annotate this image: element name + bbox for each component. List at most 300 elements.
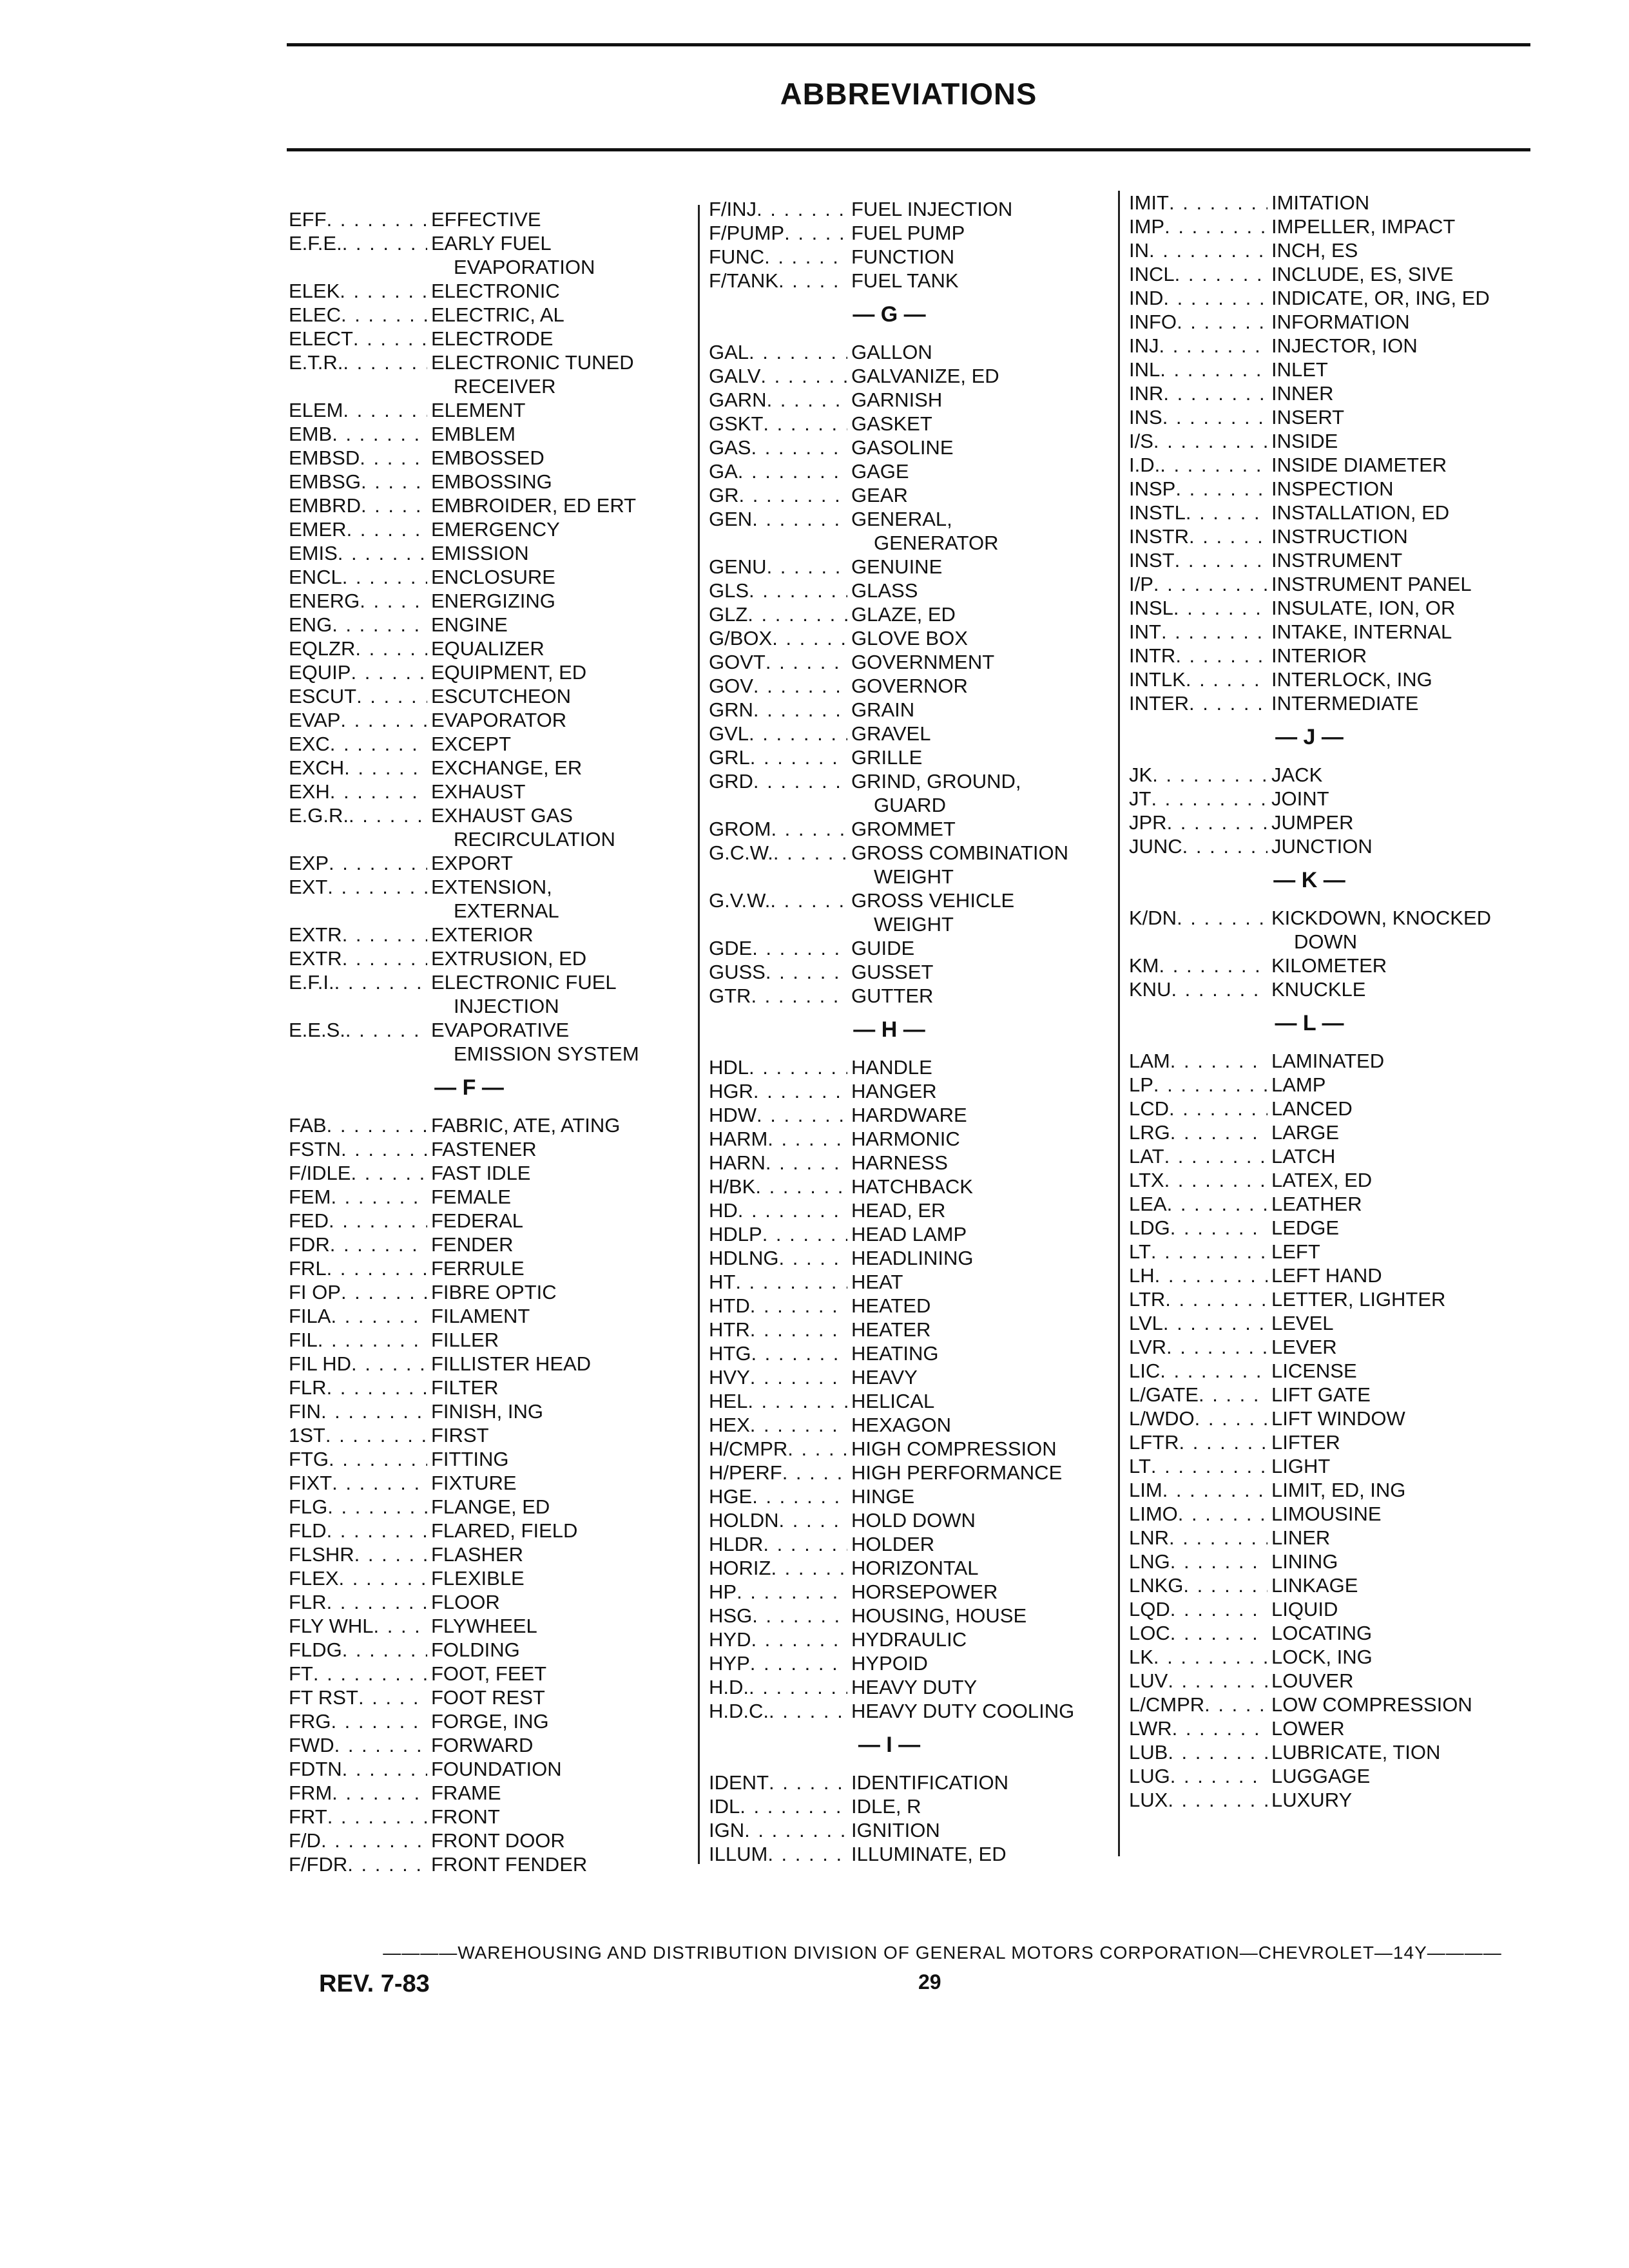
abbreviation-code: HORIZ <box>709 1557 771 1579</box>
abbreviation-entry <box>289 875 662 899</box>
abbreviation-entry <box>289 1256 662 1280</box>
abbreviation-entry <box>289 1590 662 1614</box>
abbreviation-code: I.D. <box>1129 454 1161 476</box>
abbreviation-entry <box>709 1651 1083 1675</box>
abbreviation-definition: KNUCKLE <box>1271 978 1366 1001</box>
dot-leader <box>735 1270 847 1294</box>
dot-leader <box>750 1651 847 1675</box>
dot-leader <box>764 245 847 269</box>
abbreviation-cell <box>709 722 847 745</box>
abbreviation-entry <box>709 1675 1083 1699</box>
dot-leader <box>1168 1669 1268 1693</box>
abbreviation-code: INL <box>1129 358 1161 381</box>
abbreviation-entry <box>289 1447 662 1471</box>
abbreviation-cell <box>1129 1478 1268 1502</box>
abbreviation-entry <box>289 1757 662 1781</box>
abbreviation-cell <box>289 1519 427 1542</box>
abbreviation-code: G.C.W. <box>709 841 773 864</box>
abbreviation-definition: IDLE, R <box>851 1795 921 1818</box>
dot-leader <box>332 613 427 637</box>
abbreviation-cell <box>709 745 847 769</box>
abbreviation-definition: GEAR <box>851 484 908 506</box>
abbreviation-cell <box>709 1556 847 1580</box>
dot-leader <box>750 1318 847 1341</box>
abbreviation-code: LTR <box>1129 1288 1166 1311</box>
abbreviation-definition: INSPECTION <box>1271 477 1394 500</box>
abbreviation-entry <box>709 674 1083 698</box>
abbreviation-code: LVR <box>1129 1336 1167 1358</box>
abbreviation-definition: LINER <box>1271 1526 1331 1549</box>
abbreviation-code: IGN <box>709 1819 745 1841</box>
dot-leader <box>351 660 427 684</box>
abbreviation-entry <box>289 494 662 517</box>
abbreviation-code: LQD <box>1129 1598 1170 1620</box>
abbreviation-code: HGE <box>709 1485 753 1508</box>
abbreviation-code: LAM <box>1129 1050 1170 1072</box>
abbreviation-code: GAS <box>709 436 751 459</box>
abbreviation-definition: INJECTOR, ION <box>1271 334 1418 357</box>
abbreviation-definition: JACK <box>1271 764 1323 786</box>
abbreviation-cell <box>289 875 427 899</box>
abbreviation-definition: LIFT WINDOW <box>1271 1407 1405 1430</box>
abbreviation-cell <box>709 1055 847 1079</box>
abbreviation-cell <box>289 541 427 565</box>
abbreviation-entry <box>289 1852 662 1876</box>
abbreviation-entry <box>709 459 1083 483</box>
section-heading: — H — <box>853 1017 925 1042</box>
dot-leader <box>770 889 847 912</box>
dot-leader <box>331 1185 427 1209</box>
abbreviation-definition: HEXAGON <box>851 1414 952 1436</box>
abbreviation-definition: FOLDING <box>431 1639 520 1661</box>
abbreviation-entry <box>709 817 1083 841</box>
abbreviation-code: FED <box>289 1209 329 1232</box>
abbreviation-definition: INSULATE, ION, OR <box>1271 597 1456 619</box>
abbreviation-definition: LEVEL <box>1271 1312 1334 1334</box>
abbreviation-cell <box>709 1151 847 1175</box>
abbreviation-entry <box>289 1399 662 1423</box>
abbreviation-entry <box>709 388 1083 412</box>
abbreviation-code: LAT <box>1129 1145 1164 1168</box>
abbreviation-entry <box>289 398 662 422</box>
dot-leader <box>1170 1120 1268 1144</box>
dot-leader <box>1183 1573 1268 1597</box>
abbreviation-code: HSG <box>709 1604 753 1627</box>
abbreviation-definition: EMBROIDER, ED ERT <box>431 494 637 517</box>
dot-leader <box>1159 334 1268 358</box>
abbreviation-definition: LIFTER <box>1271 1431 1340 1454</box>
abbreviation-definition: GOVERNOR <box>851 675 968 697</box>
abbreviation-cell <box>1129 572 1268 596</box>
abbreviation-entry <box>289 303 662 327</box>
abbreviation-cell <box>1129 429 1268 453</box>
abbreviation-entry <box>1129 1478 1503 1502</box>
dot-leader <box>763 412 847 436</box>
abbreviation-cell <box>1129 1740 1268 1764</box>
abbreviation-code: INJ <box>1129 334 1159 357</box>
dot-leader <box>1164 215 1268 238</box>
abbreviation-entry <box>289 803 662 827</box>
abbreviation-entry <box>709 1103 1083 1127</box>
abbreviation-cell <box>709 698 847 722</box>
abbreviation-entry <box>289 1233 662 1256</box>
abbreviation-entry <box>289 1328 662 1352</box>
abbreviation-entry <box>709 1461 1083 1485</box>
dot-leader <box>327 207 427 231</box>
abbreviation-code: FEM <box>289 1186 331 1208</box>
abbreviation-code: INSP <box>1129 477 1176 500</box>
abbreviation-entry <box>1129 453 1503 477</box>
abbreviation-code: ESCUT <box>289 685 357 707</box>
abbreviation-entry <box>1129 1287 1503 1311</box>
abbreviation-definition: INTERIOR <box>1271 644 1367 667</box>
abbreviation-entry <box>1129 763 1503 787</box>
abbreviation-code: HDW <box>709 1104 757 1126</box>
abbreviation-definition: FABRIC, ATE, ATING <box>431 1114 621 1137</box>
dot-leader <box>1153 572 1268 596</box>
abbreviation-code: EXTR <box>289 947 342 970</box>
abbreviation-entry <box>1129 1454 1503 1478</box>
abbreviation-definition: EXHAUST <box>431 780 526 803</box>
abbreviation-definition: HEATER <box>851 1318 931 1341</box>
abbreviation-cell <box>1129 191 1268 215</box>
dot-leader <box>753 769 847 793</box>
abbreviation-code: ELEK <box>289 280 340 302</box>
abbreviation-definition: IGNITION <box>851 1819 940 1841</box>
abbreviation-definition: FAST IDLE <box>431 1162 531 1184</box>
abbreviation-definition: GLAZE, ED <box>851 603 956 626</box>
abbreviation-entry <box>1129 501 1503 524</box>
abbreviation-code: LDG <box>1129 1216 1170 1239</box>
abbreviation-code: HDLP <box>709 1223 762 1245</box>
dot-leader <box>787 1437 847 1461</box>
abbreviation-definition: EXTERIOR <box>431 923 534 946</box>
abbreviation-code: HARN <box>709 1151 766 1174</box>
abbreviation-cell <box>1129 1526 1268 1550</box>
abbreviation-cell <box>1129 405 1268 429</box>
dot-leader <box>1153 429 1268 453</box>
abbreviation-code: HDLNG <box>709 1247 779 1269</box>
abbreviation-definition: INTERMEDIATE <box>1271 692 1419 715</box>
abbreviation-code: LUV <box>1129 1669 1168 1692</box>
dot-leader <box>342 1757 427 1781</box>
abbreviation-code: GR <box>709 484 739 506</box>
abbreviation-code: LRG <box>1129 1121 1170 1144</box>
abbreviation-cell <box>1129 1550 1268 1573</box>
abbreviation-cell <box>1129 501 1268 524</box>
abbreviation-definition: FEDERAL <box>431 1209 523 1232</box>
abbreviation-code: HGR <box>709 1080 753 1102</box>
abbreviation-definition: LOCATING <box>1271 1622 1373 1644</box>
abbreviation-definition: EXCHANGE, ER <box>431 756 583 779</box>
abbreviation-code: HVY <box>709 1366 750 1389</box>
dot-leader <box>344 756 427 780</box>
abbreviation-definition: FILTER <box>431 1376 499 1399</box>
abbreviation-definition: FRONT DOOR <box>431 1829 565 1852</box>
abbreviation-cell <box>1129 620 1268 644</box>
abbreviation-entry <box>709 1389 1083 1413</box>
definition-continuation: GUARD <box>874 794 946 816</box>
abbreviation-code: FIXT <box>289 1472 333 1494</box>
abbreviation-entry <box>1129 787 1503 811</box>
abbreviation-entry <box>1129 644 1503 668</box>
abbreviation-definition: HEAD, ER <box>851 1199 946 1222</box>
abbreviation-entry <box>709 436 1083 459</box>
abbreviation-entry <box>1129 954 1503 977</box>
abbreviation-code: FLY WHL <box>289 1615 374 1637</box>
abbreviation-definition: LIMIT, ED, ING <box>1271 1479 1406 1501</box>
dot-leader <box>334 1733 427 1757</box>
abbreviation-cell <box>709 1079 847 1103</box>
abbreviation-code: F/IDLE <box>289 1162 351 1184</box>
abbreviation-code: HTD <box>709 1294 750 1317</box>
dot-leader <box>329 851 427 875</box>
abbreviation-definition: EMBOSSED <box>431 447 545 469</box>
abbreviation-code: F/D <box>289 1829 321 1852</box>
abbreviation-code: LWR <box>1129 1717 1172 1740</box>
abbreviation-cell <box>1129 811 1268 834</box>
abbreviation-code: IND <box>1129 287 1164 309</box>
abbreviation-entry <box>289 1781 662 1805</box>
dot-leader <box>1175 477 1268 501</box>
abbreviation-code: F/INJ <box>709 198 757 220</box>
abbreviation-definition: JOINT <box>1271 787 1329 810</box>
abbreviation-cell <box>289 1757 427 1781</box>
abbreviation-definition: INSTRUMENT <box>1271 549 1403 572</box>
abbreviation-code: 1ST <box>289 1424 325 1446</box>
abbreviation-code: EMER <box>289 518 347 541</box>
dot-leader <box>345 1018 427 1042</box>
abbreviation-cell <box>289 1376 427 1399</box>
dot-leader <box>767 1842 847 1866</box>
abbreviation-entry <box>1129 238 1503 262</box>
abbreviation-code: LT <box>1129 1240 1151 1263</box>
abbreviation-entry <box>289 1614 662 1638</box>
abbreviation-cell <box>709 483 847 507</box>
abbreviation-definition: LOW COMPRESSION <box>1271 1693 1472 1716</box>
abbreviation-cell <box>709 1437 847 1461</box>
abbreviation-cell <box>709 507 847 531</box>
dot-leader <box>343 398 427 422</box>
dot-leader <box>327 1376 427 1399</box>
abbreviation-definition: ELECTRONIC FUEL <box>431 971 617 994</box>
abbreviation-cell <box>1129 1073 1268 1097</box>
abbreviation-code: ELEC <box>289 303 341 326</box>
dot-leader <box>327 1590 427 1614</box>
dot-leader <box>1168 1788 1268 1812</box>
abbreviation-cell <box>709 769 847 793</box>
abbreviation-code: HTG <box>709 1342 751 1365</box>
dot-leader <box>751 436 847 459</box>
abbreviation-definition: LETTER, LIGHTER <box>1271 1288 1446 1311</box>
abbreviation-code: INFO <box>1129 311 1177 333</box>
dot-leader <box>749 722 847 745</box>
abbreviation-code: INR <box>1129 382 1164 405</box>
abbreviation-definition: FIBRE OPTIC <box>431 1281 557 1303</box>
dot-leader <box>1175 262 1268 286</box>
abbreviation-cell <box>1129 1049 1268 1073</box>
abbreviation-cell <box>1129 1645 1268 1669</box>
dot-leader <box>338 541 427 565</box>
abbreviation-cell <box>289 637 427 660</box>
abbreviation-entry <box>289 1686 662 1709</box>
abbreviation-cell <box>289 1352 427 1376</box>
abbreviation-definition: EXCEPT <box>431 733 512 755</box>
dot-leader <box>1170 1216 1268 1240</box>
dot-leader <box>327 1495 427 1519</box>
abbreviation-cell <box>289 732 427 756</box>
abbreviation-cell <box>1129 763 1268 787</box>
abbreviation-entry <box>289 1161 662 1185</box>
abbreviation-definition: INSIDE DIAMETER <box>1271 454 1447 476</box>
abbreviation-code: HP <box>709 1581 737 1603</box>
abbreviation-code: HTR <box>709 1318 750 1341</box>
abbreviation-entry <box>1129 1192 1503 1216</box>
abbreviation-entry <box>709 745 1083 769</box>
abbreviation-cell <box>709 1485 847 1508</box>
abbreviation-cell <box>1129 310 1268 334</box>
dot-leader <box>356 684 427 708</box>
abbreviation-entry <box>1129 1383 1503 1407</box>
definition-continuation: RECEIVER <box>454 375 556 398</box>
dot-leader <box>321 1829 427 1852</box>
abbreviation-entry <box>1129 1550 1503 1573</box>
abbreviation-definition: HANGER <box>851 1080 937 1102</box>
dot-leader <box>738 459 847 483</box>
abbreviation-entry <box>1129 1335 1503 1359</box>
abbreviation-cell <box>709 364 847 388</box>
abbreviation-entry <box>1129 620 1503 644</box>
abbreviation-cell <box>709 388 847 412</box>
abbreviation-cell <box>1129 1669 1268 1693</box>
abbreviation-cell <box>289 398 427 422</box>
abbreviation-entry <box>1129 310 1503 334</box>
abbreviation-cell <box>709 889 847 912</box>
abbreviation-definition: HIGH COMPRESSION <box>851 1437 1057 1460</box>
abbreviation-definition: HORSEPOWER <box>851 1581 998 1603</box>
abbreviation-entry <box>289 923 662 947</box>
dot-leader <box>751 1341 847 1365</box>
abbreviation-code: EXT <box>289 876 328 898</box>
abbreviation-code: FRT <box>289 1805 327 1828</box>
abbreviation-code: GVL <box>709 722 749 745</box>
abbreviation-code: G.V.W. <box>709 889 771 912</box>
abbreviation-cell <box>289 565 427 589</box>
abbreviation-code: FAB <box>289 1114 327 1137</box>
abbreviation-entry <box>1129 381 1503 405</box>
dot-leader <box>769 1699 847 1723</box>
abbreviation-definition: LAMINATED <box>1271 1050 1385 1072</box>
dot-leader <box>332 1781 427 1805</box>
abbreviation-entry <box>289 470 662 494</box>
abbreviation-entry <box>289 708 662 732</box>
dot-leader <box>354 1542 427 1566</box>
dot-leader <box>1167 811 1268 834</box>
abbreviation-code: EMBSD <box>289 447 360 469</box>
dot-leader <box>744 1818 847 1842</box>
abbreviation-code: GARN <box>709 389 767 411</box>
dot-leader <box>769 1771 847 1794</box>
abbreviation-definition: HEATING <box>851 1342 939 1365</box>
abbreviation-entry <box>709 722 1083 745</box>
dot-leader <box>1170 1621 1268 1645</box>
abbreviation-entry <box>709 1604 1083 1628</box>
abbreviation-cell <box>709 1246 847 1270</box>
dot-leader <box>327 875 427 899</box>
abbreviation-definition: INNER <box>1271 382 1334 405</box>
dot-leader <box>1164 1144 1268 1168</box>
abbreviation-entry <box>709 626 1083 650</box>
abbreviation-cell <box>709 674 847 698</box>
abbreviation-code: HYP <box>709 1652 750 1675</box>
abbreviation-cell <box>709 221 847 245</box>
abbreviation-entry <box>1129 572 1503 596</box>
dot-leader <box>327 1805 427 1829</box>
dot-leader <box>360 446 427 470</box>
section-heading: — L — <box>1275 1011 1344 1035</box>
abbreviation-code: LK <box>1129 1646 1153 1668</box>
abbreviation-definition: FRONT FENDER <box>431 1853 588 1876</box>
dot-leader <box>750 745 847 769</box>
abbreviation-definition: GOVERNMENT <box>851 651 995 673</box>
abbreviation-cell <box>709 1508 847 1532</box>
abbreviation-cell <box>289 756 427 780</box>
dot-leader <box>751 1628 847 1651</box>
abbreviation-definition: LOWER <box>1271 1717 1345 1740</box>
abbreviation-cell <box>289 947 427 970</box>
dot-leader <box>749 1055 847 1079</box>
abbreviation-entry <box>289 970 662 994</box>
abbreviation-cell <box>289 1829 427 1852</box>
abbreviation-definition: FASTENER <box>431 1138 537 1160</box>
abbreviation-cell <box>289 803 427 827</box>
abbreviation-code: FSTN <box>289 1138 341 1160</box>
definition-continuation: GENERATOR <box>874 532 999 554</box>
abbreviation-code: IDENT <box>709 1771 769 1794</box>
abbreviation-cell <box>289 1280 427 1304</box>
abbreviation-cell <box>709 960 847 984</box>
abbreviation-entry <box>289 684 662 708</box>
abbreviation-definition: HEAVY <box>851 1366 918 1389</box>
abbreviation-entry <box>289 231 662 255</box>
abbreviation-entry <box>709 1318 1083 1341</box>
abbreviation-definition: FINISH, ING <box>431 1400 543 1423</box>
dot-leader <box>342 1638 427 1662</box>
abbreviation-definition: FUEL TANK <box>851 269 959 292</box>
abbreviation-code: GSKT <box>709 412 764 435</box>
abbreviation-entry <box>1129 1144 1503 1168</box>
abbreviation-code: GALV <box>709 365 761 387</box>
dot-leader <box>1175 548 1268 572</box>
abbreviation-cell <box>289 589 427 613</box>
abbreviation-code: I/S <box>1129 430 1153 452</box>
abbreviation-code: LIM <box>1129 1479 1162 1501</box>
abbreviation-definition: INSERT <box>1271 406 1345 428</box>
abbreviation-cell <box>289 1471 427 1495</box>
dot-leader <box>1173 596 1268 620</box>
abbreviation-entry <box>1129 1764 1503 1788</box>
abbreviation-code: FIL HD <box>289 1352 352 1375</box>
abbreviation-code: L/CMPR <box>1129 1693 1205 1716</box>
dot-leader <box>1186 501 1268 524</box>
abbreviation-entry <box>289 1018 662 1042</box>
abbreviation-cell <box>289 422 427 446</box>
abbreviation-code: EXTR <box>289 923 342 946</box>
abbreviation-entry <box>289 1304 662 1328</box>
abbreviation-definition: LEFT HAND <box>1271 1264 1382 1287</box>
abbreviation-cell <box>709 269 847 293</box>
abbreviation-code: EMBRD <box>289 494 361 517</box>
